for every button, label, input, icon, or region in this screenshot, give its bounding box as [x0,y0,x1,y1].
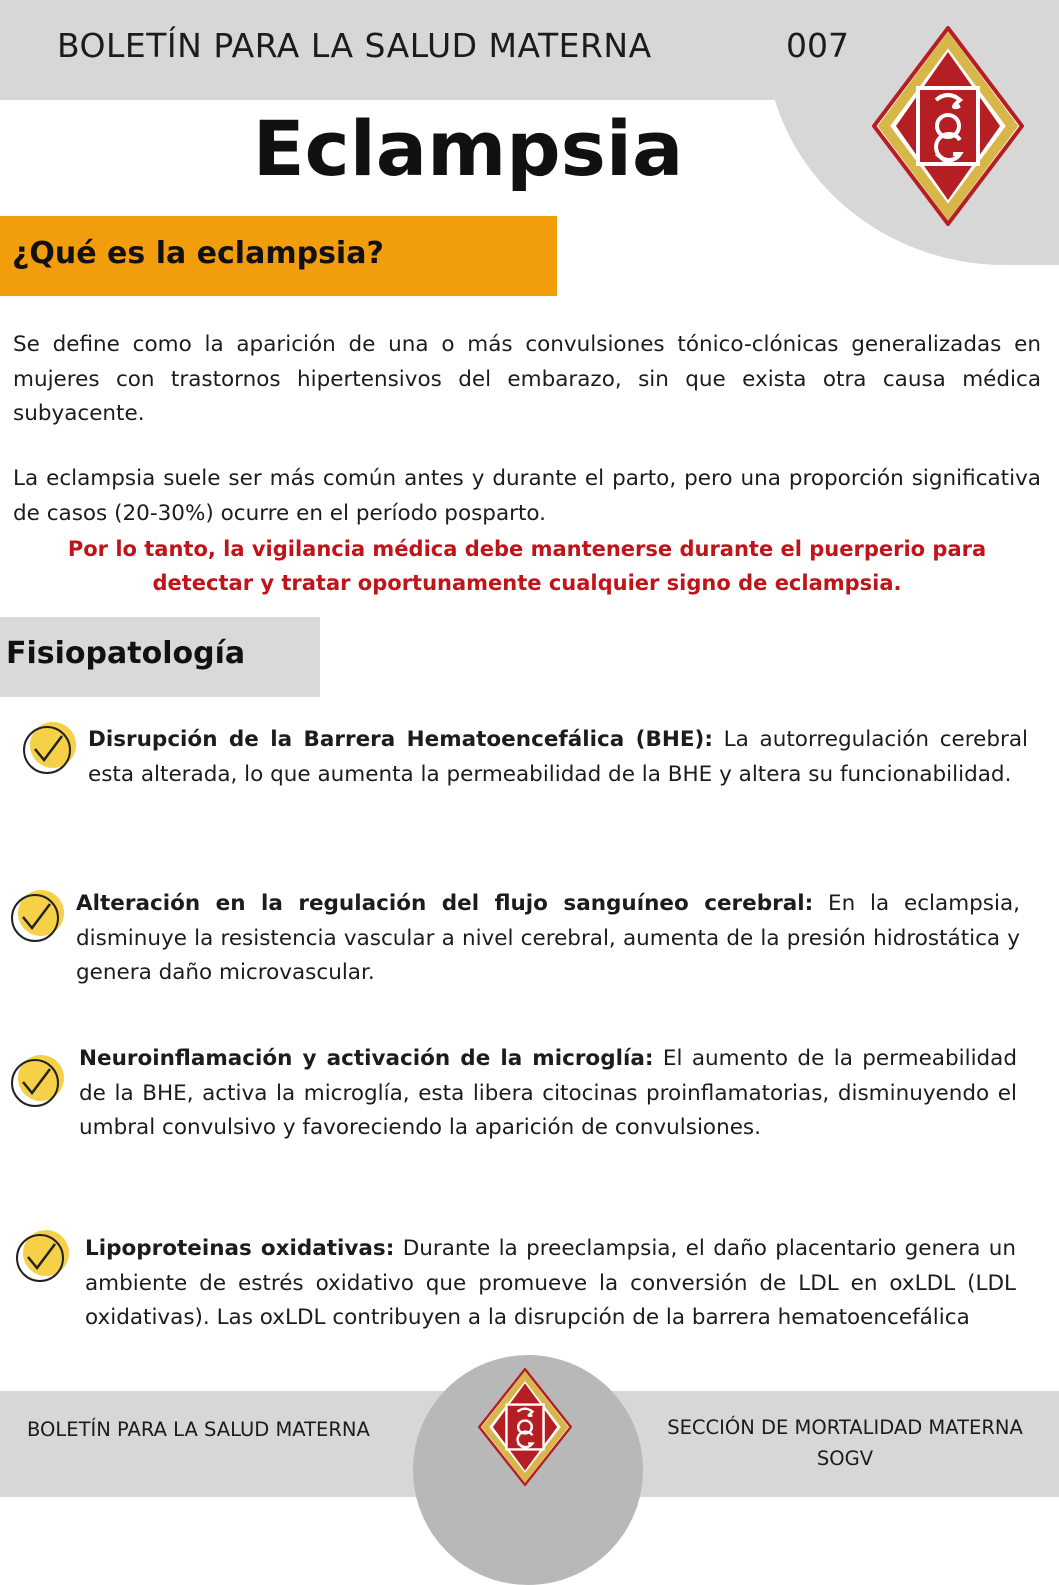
item-title: Alteración en la regulación del flujo sanguíneo cerebral: [76,891,814,916]
item-text [88,723,1028,792]
item-body: El aumento de la permeabilidad de la BHE, activa la microglía, esta libera citocinas proinflamatorias, disminuyendo el umbral convulsivo y favoreciendo la aparición de convulsiones. [79,1046,1018,1140]
section-heading-label: ¿Qué es la eclampsia? [12,236,384,271]
section-heading-what-is [0,216,557,296]
main-title: Eclampsia [252,104,684,193]
sogv-logo-small [478,1368,572,1486]
bulletin-number: 007 [786,26,849,65]
item-body: En la eclampsia, disminuye la resistencia vascular a nivel cerebral, aumenta de la presión hidrostática y genera daño microvascular. [76,891,1020,985]
item-title: Disrupción de la Barrera Hematoencefálica (BHE): [88,727,713,752]
definition-paragraph: Se define como la aparición de una o más convulsiones tónico-clónicas generalizadas en mujeres con trastornos hipertensivos del embarazo, sin que exista otra causa médica subyacente. [13,332,1041,426]
section-heading-pathophysiology [0,617,320,697]
footer-section-name: SECCIÓN DE MORTALIDAD MATERNA [667,1416,1023,1439]
section-heading-label: Fisiopatología [6,636,246,671]
warning-text [15,532,1039,600]
check-circle-icon [8,1053,66,1111]
footer-left-text: BOLETÍN PARA LA SALUD MATERNA [27,1418,370,1441]
check-circle-icon [13,1228,71,1286]
check-circle-icon [8,888,66,946]
footer-org-name: SOGV [816,1447,874,1470]
warning-line-2: detectar y tratar oportunamente cualquier signo de eclampsia. [152,571,902,595]
warning-line-1: Por lo tanto, la vigilancia médica debe mantenerse durante el puerperio para [67,537,987,561]
item-body: La autorregulación cerebral esta alterada, lo que aumenta la permeabilidad de la BHE y altera su funcionabilidad. [88,727,1028,787]
item-title: Lipoproteinas oxidativas: [85,1236,395,1261]
footer-right-text [644,1412,1046,1474]
item-title: Neuroinflamación y activación de la microglía: [79,1046,654,1071]
item-text [85,1232,1016,1336]
item-body: Durante la preeclampsia, el daño placentario genera un ambiente de estrés oxidativo que promueve la conversión de LDL en oxLDL (LDL oxidativas). Las oxLDL contribuyen a la disrupción de la barrera hematoencefálica [85,1236,1017,1330]
check-circle-icon [20,720,78,778]
bulletin-title: BOLETÍN PARA LA SALUD MATERNA [57,26,652,65]
occurrence-paragraph: La eclampsia suele ser más común antes y durante el parto, pero una proporción significativa de casos (20-30%) ocurre en el período posparto. [13,466,1041,526]
item-text [79,1042,1017,1146]
item-text [76,887,1020,991]
